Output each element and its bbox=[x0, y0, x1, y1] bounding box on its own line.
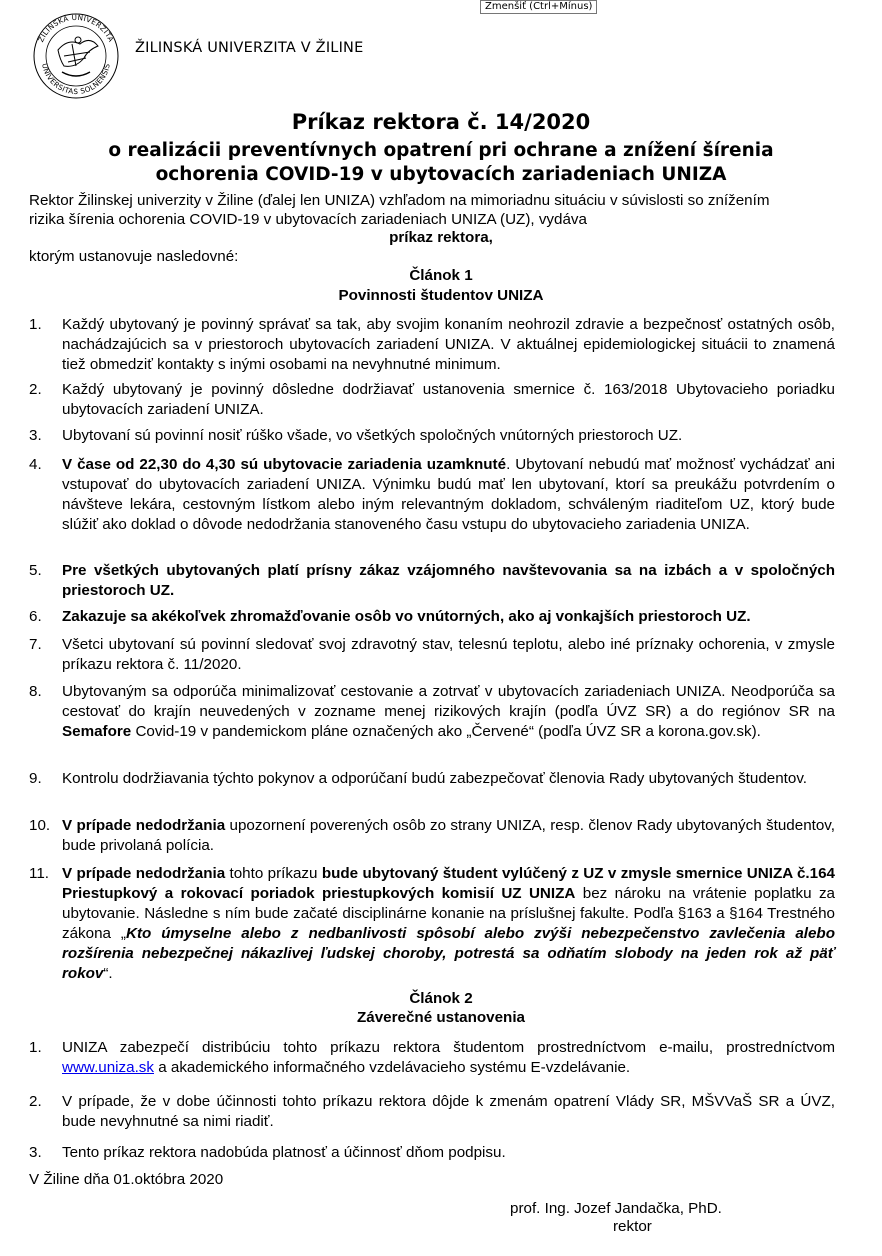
item-number: 11. bbox=[29, 865, 49, 882]
item-text: Zakazuje sa akékoľvek zhromažďovanie osôb vo vnútorných, ako aj vonkajších priestoroch UZ. bbox=[62, 608, 751, 625]
item-number: 2. bbox=[29, 1093, 42, 1110]
item-number: 1. bbox=[29, 1039, 42, 1056]
signatory-name: prof. Ing. Jozef Jandačka, PhD. bbox=[510, 1200, 722, 1217]
signatory-role: rektor bbox=[613, 1218, 652, 1235]
item-number: 7. bbox=[29, 636, 42, 653]
item-text: Ubytovaným sa odporúča minimalizovať cestovanie a zotrvať v ubytovacích zariadeniach UNIZA. Neodporúča sa cestovať do krajín neuvedených v zozname menej rizikových krajín (podľa ÚVZ SR) a do regiónov SR na Semafore Covid-19 v pandemickom pláne označených ako „Červené“ (podľa ÚVZ SR a korona.gov.sk). bbox=[62, 683, 835, 740]
item-number: 8. bbox=[29, 683, 42, 700]
intro-establishes: ktorým ustanovuje nasledovné: bbox=[29, 248, 239, 265]
item-text: UNIZA zabezpečí distribúciu tohto príkazu rektora študentom prostredníctvom e-mailu, prostredníctvom www.uniza.sk a akademického informačného vzdelávacieho systému E-vzdelávanie. bbox=[62, 1039, 835, 1076]
svg-text:ŽILINSKÁ UNIVERZITA: ŽILINSKÁ UNIVERZITA bbox=[36, 12, 116, 44]
intro-line-1: Rektor Žilinskej univerzity v Žiline (ďalej len UNIZA) vzhľadom na mimoriadnu situáciu v súvislosti so znížením bbox=[29, 192, 770, 209]
zoom-tooltip: Zmenšiť (Ctrl+Mínus) bbox=[480, 0, 597, 14]
place-and-date: V Žiline dňa 01.októbra 2020 bbox=[29, 1171, 224, 1188]
item-text: Ubytovaní sú povinní nosiť rúško všade, vo všetkých spoločných vnútorných priestoroch UZ. bbox=[62, 427, 683, 444]
document-title: Príkaz rektora č. 14/2020 bbox=[291, 110, 591, 134]
item-text: Pre všetkých ubytovaných platí prísny zákaz vzájomného navštevovania sa na izbách a v spoločných priestoroch UZ. bbox=[62, 562, 835, 599]
university-name: ŽILINSKÁ UNIVERZITA V ŽILINE bbox=[135, 40, 364, 56]
item-number: 6. bbox=[29, 608, 42, 625]
item-number: 5. bbox=[29, 562, 42, 579]
university-seal-logo bbox=[28, 10, 128, 100]
item-number: 4. bbox=[29, 456, 42, 473]
item-text: Každý ubytovaný je povinný správať sa tak, aby svojim konaním neohrozil zdravie a bezpečnosť ostatných osôb, nachádzajúcich sa v priestoroch ubytovacích zariadení UNIZA. V aktuálnej epidemiologickej situácii to znamená tiež obmedziť kontakty s inými osobami na nevyhnutné minimum. bbox=[62, 316, 835, 373]
item-number: 9. bbox=[29, 770, 42, 787]
uniza-website-link[interactable]: www.uniza.sk bbox=[62, 1059, 154, 1076]
article1-subtitle: Povinnosti študentov UNIZA bbox=[338, 287, 544, 304]
item-text: V prípade nedodržania upozornení poverených osôb zo strany UNIZA, resp. členov Rady ubytovaných študentov, bude privolaná polícia. bbox=[62, 817, 835, 854]
article2-heading: Článok 2 bbox=[409, 990, 473, 1007]
item-number: 1. bbox=[29, 316, 42, 333]
item-number: 2. bbox=[29, 381, 42, 398]
intro-line-2: rizika šírenia ochorenia COVID-19 v ubytovacích zariadeniach UNIZA (UZ), vydáva bbox=[29, 211, 587, 228]
document-subtitle-line1: o realizácii preventívnych opatrení pri ochrane a znížení šírenia bbox=[108, 140, 774, 161]
svg-text:UNIVERSITAS SOLNENSIS: UNIVERSITAS SOLNENSIS bbox=[40, 62, 112, 97]
item-text: Kontrolu dodržiavania týchto pokynov a odporúčaní budú zabezpečovať členovia Rady ubytovaných študentov. bbox=[62, 770, 808, 787]
item-text: V prípade nedodržania tohto príkazu bude ubytovaný študent vylúčený z UZ v zmysle smernice UNIZA č.164 Priestupkový a rokovací poriadok priestupkových komisií UZ UNIZA bez nároku na vrátenie poplatku za ubytovanie. Následne s ním bude začaté disciplinárne konanie na príslušnej fakulte. Podľa §163 a §164 Trestného zákona „Kto úmyselne alebo z nedbanlivosti spôsobí alebo zvýši nebezpečenstvo zavlečenia alebo rozšírenia nebezpečnej nákazlivej ľudskej choroby, potrestá sa odňatím slobody na jeden rok až päť rokov“. bbox=[62, 865, 835, 982]
item-number: 10. bbox=[29, 817, 51, 834]
item-text: Všetci ubytovaní sú povinní sledovať svoj zdravotný stav, telesnú teplotu, alebo iné príznaky ochorenia, v zmysle príkazu rektora č. 11/2020. bbox=[62, 636, 835, 673]
order-label: príkaz rektora, bbox=[389, 229, 493, 246]
item-text: Každý ubytovaný je povinný dôsledne dodržiavať ustanovenia smernice č. 163/2018 Ubytovacieho poriadku ubytovacích zariadení UNIZA. bbox=[62, 381, 835, 418]
item-text: V prípade, že v dobe účinnosti tohto príkazu rektora dôjde k zmenám opatrení Vlády SR, MŠVVaŠ SR a ÚVZ, bude nevyhnutné sa nimi riadiť. bbox=[62, 1093, 835, 1130]
item-number: 3. bbox=[29, 1144, 42, 1161]
document-subtitle-line2: ochorenia COVID-19 v ubytovacích zariadeniach UNIZA bbox=[155, 164, 727, 185]
item-number: 3. bbox=[29, 427, 42, 444]
item-text: Tento príkaz rektora nadobúda platnosť a účinnosť dňom podpisu. bbox=[62, 1144, 506, 1161]
article2-subtitle: Záverečné ustanovenia bbox=[357, 1009, 525, 1026]
item-text: V čase od 22,30 do 4,30 sú ubytovacie zariadenia uzamknuté. Ubytovaní nebudú mať možnosť vychádzať ani vstupovať do ubytovacích zariadení UNIZA. Výnimku budú mať len ubytovaní, ktorí sa preukážu potvrdením o návšteve lekára, cestovným lístkom alebo iným relevantným dokladom, schváleným riaditeľom UZ, ktorý bude slúžiť ako doklad o dôvode nedodržania stanoveného času vstupu do ubytovacieho zariadenia UNIZA. bbox=[62, 456, 835, 533]
article1-heading: Článok 1 bbox=[409, 267, 473, 284]
